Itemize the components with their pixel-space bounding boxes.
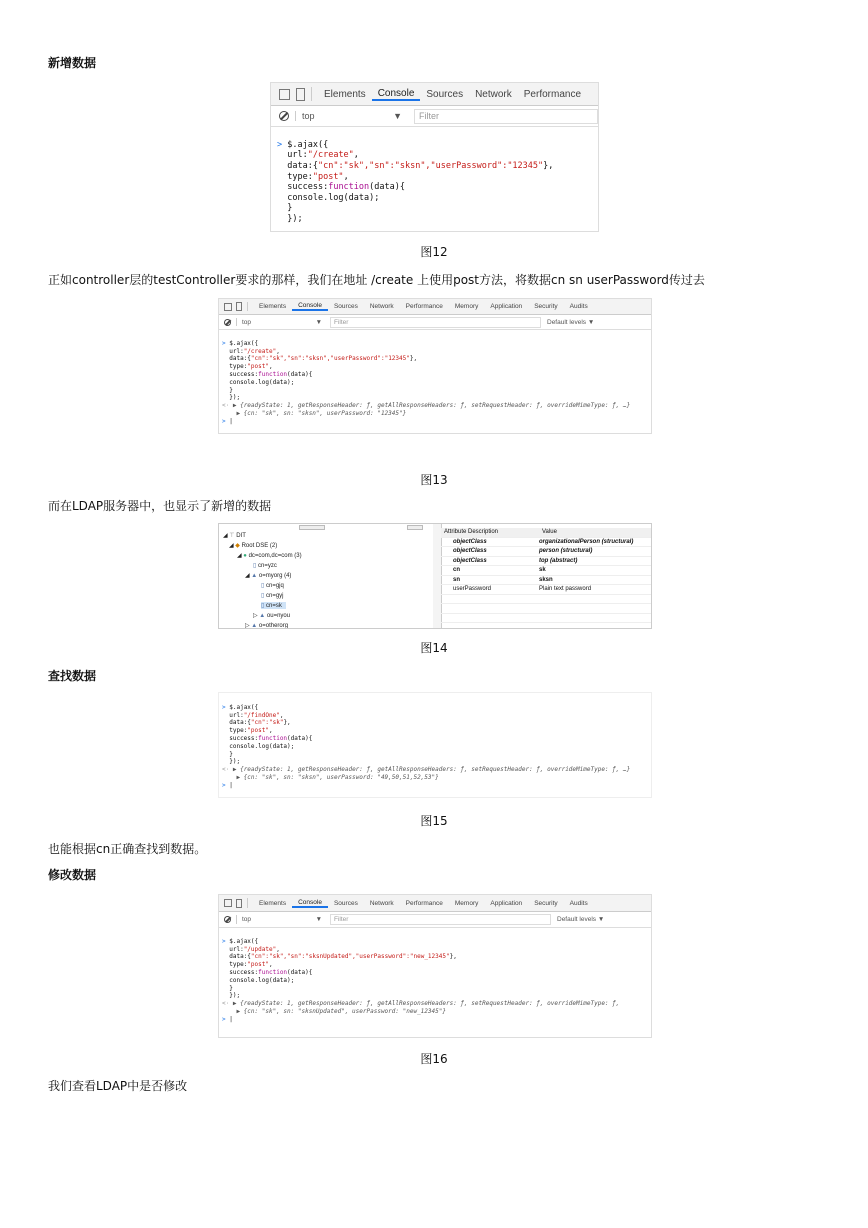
column-header[interactable]: Attribute Description	[444, 529, 499, 536]
paragraph-find-result: 也能根据cn正确查找到数据。	[48, 842, 207, 856]
tab-performance[interactable]: Performance	[523, 88, 582, 100]
code-line: console.log(data);	[229, 378, 295, 386]
tab-sources[interactable]: Sources	[333, 303, 358, 310]
log-levels-select[interactable]: Default levels ▼	[547, 318, 595, 326]
code-string: "post"	[247, 727, 269, 735]
code-line: console.log(data);	[229, 742, 295, 750]
figure-caption-13: 图13	[420, 473, 448, 487]
code-string: "/update"	[243, 945, 277, 953]
figure-caption-14: 图14	[420, 641, 448, 655]
tab-security[interactable]: Security	[534, 899, 558, 907]
prompt-icon: >	[222, 703, 226, 711]
code-line: type:	[229, 363, 248, 371]
code-line: }	[287, 203, 293, 214]
code-line: },	[409, 355, 418, 363]
tree-label: Root DSE (2)	[241, 543, 278, 549]
code-string: "post"	[247, 961, 269, 969]
attribute-table	[441, 528, 651, 623]
code-string: "/findOne"	[243, 711, 280, 719]
console-filter-bar	[219, 912, 651, 928]
prompt-icon: >	[277, 139, 283, 150]
tree-item-cn-gjq[interactable]	[261, 582, 284, 589]
code-string: "cn":"sk","sn":"sksn","userPassword":"12345"	[317, 160, 544, 171]
tab-network[interactable]: Network	[369, 303, 394, 310]
console-code-block: > $.ajax({ url:"/update", data:{"cn":"sk","sn":"sksnUpdated","userPassword":"new_12345"}, type:"post", success:function(data){ console.log(data); } }); <· ▶ {readyState: 1, getResponseHeader: ƒ, getAllResponseHeaders: ƒ, setRequestHeader: ƒ, overrideMimeType: ƒ, ▶ {cn: "sk", sn: "sksnUpdated", userPassword: "new_12345"} > |	[222, 937, 620, 1023]
console-caret[interactable]: |	[229, 781, 233, 789]
tab-elements[interactable]: Elements	[259, 303, 287, 310]
tree-item-dc[interactable]: ◢ ● dc=com,dc=com (3)	[237, 553, 302, 559]
org-icon: ▲	[259, 613, 266, 619]
device-toggle-icon[interactable]	[236, 302, 242, 311]
code-line: },	[543, 160, 554, 171]
chevron-down-icon: ▼	[315, 318, 322, 326]
console-code-block: > $.ajax({ url:"/create", data:{"cn":"sk","sn":"sksn","userPassword":"12345"}, type:"post", success:function(data){ console.log(data); } });	[277, 139, 554, 224]
code-line: });	[229, 758, 241, 766]
table-row[interactable]	[441, 585, 651, 595]
console-result-xhr[interactable]: ▶ {readyState: 1, getResponseHeader: ƒ, getAllResponseHeaders: ƒ, setRequestHeader: ƒ, overrideMimeType: ƒ,	[232, 1000, 620, 1008]
section-heading-create: 新增数据	[48, 56, 97, 70]
device-toggle-icon[interactable]	[296, 88, 305, 101]
tab-memory[interactable]: Memory	[454, 899, 479, 907]
tab-sources[interactable]: Sources	[333, 899, 358, 907]
code-line: console.log(data);	[229, 976, 295, 984]
filter-input[interactable]: Filter	[414, 109, 598, 124]
tree-toolbar[interactable]	[407, 525, 423, 530]
tab-application[interactable]: Application	[490, 899, 523, 907]
table-row[interactable]	[441, 538, 651, 548]
console-result-object[interactable]: ▶ {cn: "sk", sn: "sksn", userPassword: "49,50,51,52,53"}	[236, 773, 439, 781]
tree-label: cn=sk	[265, 603, 282, 609]
paragraph-check-ldap: 我们查看LDAP中是否修改	[48, 1079, 188, 1093]
console-caret[interactable]: |	[229, 1015, 233, 1023]
log-levels-select[interactable]: Default levels ▼	[557, 916, 605, 923]
console-result-xhr[interactable]: ▶ {readyState: 1, getResponseHeader: ƒ, getAllResponseHeaders: ƒ, setRequestHeader: ƒ, overrideMimeType: ƒ, …}	[232, 766, 631, 774]
section-heading-find: 查找数据	[48, 669, 97, 683]
tab-elements[interactable]: Elements	[324, 88, 366, 100]
context-select[interactable]	[242, 319, 322, 326]
attribute-table-header	[441, 528, 651, 538]
attr-name: cn	[453, 567, 461, 574]
inspect-icon[interactable]	[224, 899, 232, 907]
code-string: "/create"	[243, 347, 277, 355]
code-line: success:	[229, 370, 259, 378]
tab-network[interactable]: Network	[369, 899, 394, 907]
console-result-xhr[interactable]: ▶ {readyState: 1, getResponseHeader: ƒ, getAllResponseHeaders: ƒ, setRequestHeader: ƒ, overrideMimeType: ƒ, …}	[232, 402, 631, 410]
section-heading-update: 修改数据	[48, 868, 97, 882]
tree-item-cn-sk-selected[interactable]	[261, 602, 286, 609]
code-line: url:	[229, 945, 244, 953]
ldap-browser-screenshot	[218, 523, 652, 629]
tree-label: dc=com,dc=com (3)	[248, 553, 302, 559]
code-line: data:{	[287, 160, 318, 171]
code-line: success:	[287, 182, 329, 193]
attr-value: Plain text password	[539, 586, 592, 593]
code-line: (data){	[287, 370, 313, 378]
tab-console[interactable]: Console	[292, 302, 328, 311]
table-row[interactable]	[441, 566, 651, 576]
code-line: url:	[287, 150, 308, 161]
console-screenshot-find	[218, 692, 652, 798]
table-row-empty	[441, 614, 651, 624]
code-line: (data){	[369, 182, 405, 193]
code-line: }	[229, 984, 233, 992]
tree-item-myorg[interactable]: ◢ ▲ o=myorg (4)	[245, 573, 292, 579]
entry-icon: ▯	[261, 603, 265, 609]
inspect-icon[interactable]	[279, 89, 290, 100]
tab-elements[interactable]: Elements	[259, 899, 287, 907]
attr-name: objectClass	[453, 557, 487, 564]
console-code-block: > $.ajax({ url:"/findOne", data:{"cn":"sk"}, type:"post", success:function(data){ console.log(data); } }); <· ▶ {readyState: 1, getResponseHeader: ƒ, getAllResponseHeaders: ƒ, setRequestHeader: ƒ, overrideMimeType: ƒ, …} ▶ {cn: "sk", sn: "sksn", userPassword: "49,50,51,52,53"} > |	[222, 703, 631, 789]
console-caret[interactable]: |	[229, 417, 233, 425]
code-line: success:	[229, 734, 259, 742]
code-line: (data){	[287, 968, 313, 976]
code-string: "/create"	[307, 150, 354, 161]
figure-caption-15: 图15	[420, 814, 448, 828]
code-line: $.ajax({	[229, 937, 259, 945]
tree-label: cn=gyj	[265, 593, 284, 599]
prompt-icon: >	[222, 339, 226, 347]
context-select[interactable]	[242, 916, 322, 923]
figure-caption-16: 图16	[420, 1052, 448, 1066]
return-arrow-icon: <·	[222, 1000, 230, 1008]
code-line: $.ajax({	[287, 139, 329, 150]
dit-icon: ⊤	[229, 533, 235, 539]
tab-memory[interactable]: Memory	[454, 303, 479, 310]
code-string: "cn":"sk"	[250, 719, 284, 727]
tree-label: DIT	[236, 533, 246, 539]
tab-sources[interactable]: Sources	[426, 88, 464, 100]
code-string: "cn":"sk","sn":"sksnUpdated","userPassword":"new_12345"	[250, 953, 450, 961]
tab-console[interactable]: Console	[292, 899, 328, 908]
code-line: (data){	[287, 734, 313, 742]
table-row-empty	[441, 604, 651, 614]
code-line: url:	[229, 347, 244, 355]
attr-value: sk	[539, 567, 546, 574]
toolbar-divider	[247, 302, 248, 311]
org-icon: ▲	[251, 623, 258, 629]
attr-value: top (abstract)	[539, 557, 578, 564]
tab-console[interactable]: Console	[372, 88, 421, 101]
devtools-screenshot-create	[270, 82, 599, 232]
tree-scrollbar[interactable]	[299, 525, 325, 530]
ldap-tree-panel	[219, 524, 434, 628]
entry-icon: ▯	[261, 593, 265, 599]
return-arrow-icon: <·	[222, 402, 230, 410]
code-line: });	[229, 992, 241, 1000]
code-keyword: function	[258, 968, 288, 976]
code-line: type:	[287, 171, 313, 182]
code-keyword: function	[258, 734, 288, 742]
tree-item-cn-gyj[interactable]	[261, 592, 284, 599]
devtools-screenshot-create-result	[218, 298, 652, 434]
tab-application[interactable]: Application	[490, 303, 523, 310]
code-line: type:	[229, 961, 248, 969]
code-line: success:	[229, 968, 259, 976]
entry-icon: ▯	[253, 563, 257, 569]
code-string: "cn":"sk","sn":"sksn","userPassword":"12345"	[250, 355, 410, 363]
table-row-empty	[441, 595, 651, 605]
tree-label: o=otherorg	[258, 623, 289, 629]
context-value: top	[242, 318, 252, 326]
code-line: },	[449, 953, 457, 961]
code-line: },	[283, 719, 291, 727]
clear-console-icon[interactable]	[224, 319, 231, 326]
org-icon: ▲	[251, 573, 258, 579]
devtools-toolbar	[271, 83, 598, 106]
return-arrow-icon: <·	[222, 766, 230, 774]
code-line: data:{	[229, 355, 251, 363]
context-value: top	[242, 916, 252, 923]
code-line: data:{	[229, 953, 251, 961]
clear-console-icon[interactable]	[279, 111, 289, 121]
chevron-down-icon: ▼	[393, 111, 402, 121]
entry-icon: ▯	[261, 583, 265, 589]
tree-label: o=myorg (4)	[258, 573, 292, 579]
context-value: top	[302, 111, 315, 121]
filter-divider	[236, 318, 237, 326]
tree-item-root-dse[interactable]: ◢ ◆ Root DSE (2)	[229, 543, 278, 549]
table-row[interactable]	[441, 576, 651, 586]
code-line: $.ajax({	[229, 703, 259, 711]
tree-item-cn-yzc[interactable]	[253, 562, 277, 569]
code-string: "post"	[247, 363, 269, 371]
figure-caption-12: 图12	[420, 245, 448, 259]
table-row[interactable]	[441, 557, 651, 567]
console-result-object[interactable]: ▶ {cn: "sk", sn: "sksn", userPassword: "12345"}	[236, 409, 407, 417]
tab-audits[interactable]: Audits	[569, 899, 588, 907]
prompt-icon: >	[222, 781, 226, 789]
console-result-object[interactable]: ▶ {cn: "sk", sn: "sksnUpdated", userPassword: "new_12345"}	[236, 1007, 446, 1015]
tree-label: cn=yzc	[257, 563, 277, 569]
attr-name: sn	[453, 576, 461, 583]
prompt-icon: >	[222, 1015, 226, 1023]
code-line: });	[229, 394, 241, 402]
paragraph-create-explanation: 正如controller层的testController要求的那样，我们在地址 /create 上使用post方法，将数据cn sn userPassword传过去	[48, 273, 705, 287]
attr-value: person (structural)	[539, 548, 593, 555]
console-filter-bar	[219, 315, 651, 330]
code-line: url:	[229, 711, 244, 719]
tab-performance[interactable]: Performance	[405, 899, 443, 907]
attr-name: objectClass	[453, 548, 487, 555]
tab-audits[interactable]: Audits	[569, 303, 588, 310]
tree-label: ou=nyou	[266, 613, 291, 619]
tree-item-dit[interactable]: ◢ ⊤ DIT	[223, 533, 246, 539]
filter-input[interactable]: Filter	[330, 317, 541, 328]
tree-item-ou-nyou[interactable]: ▷ ▲ ou=nyou	[253, 613, 291, 619]
prompt-icon: >	[222, 937, 226, 945]
tab-performance[interactable]: Performance	[405, 303, 443, 310]
paragraph-ldap-shows: 而在LDAP服务器中，也显示了新增的数据	[48, 499, 272, 513]
code-line: data:{	[229, 719, 251, 727]
console-code-block: > $.ajax({ url:"/create", data:{"cn":"sk","sn":"sksn","userPassword":"12345"}, type:"post", success:function(data){ console.log(data); } }); <· ▶ {readyState: 1, getResponseHeader: ƒ, getAllResponseHeaders: ƒ, setRequestHeader: ƒ, overrideMimeType: ƒ, …} ▶ {cn: "sk", sn: "sksn", userPassword: "12345"} > |	[222, 339, 631, 425]
device-toggle-icon[interactable]	[236, 899, 242, 908]
root-icon: ◆	[235, 543, 240, 549]
attr-name: objectClass	[453, 538, 487, 545]
code-keyword: function	[258, 370, 288, 378]
clear-console-icon[interactable]	[224, 916, 231, 923]
tab-security[interactable]: Security	[534, 303, 558, 310]
globe-icon: ●	[243, 553, 247, 559]
devtools-screenshot-update	[218, 894, 652, 1038]
code-line: $.ajax({	[229, 339, 259, 347]
code-keyword: function	[328, 182, 370, 193]
table-row[interactable]	[441, 547, 651, 557]
tab-network[interactable]: Network	[475, 88, 512, 100]
filter-input[interactable]: Filter	[330, 914, 551, 925]
devtools-toolbar	[219, 895, 651, 912]
code-line: }	[229, 750, 233, 758]
context-select[interactable]	[302, 111, 402, 121]
filter-divider	[295, 111, 296, 121]
attr-value: organizationalPerson (structural)	[539, 538, 634, 545]
code-line: console.log(data);	[287, 192, 380, 203]
filter-divider	[236, 915, 237, 924]
code-line: }	[229, 386, 233, 394]
prompt-icon: >	[222, 417, 226, 425]
tree-item-otherorg[interactable]: ▷ ▲ o=otherorg	[245, 623, 289, 629]
code-line: });	[287, 214, 303, 224]
console-filter-bar	[271, 106, 598, 127]
attr-name: userPassword	[453, 586, 492, 593]
attr-value: sksn	[539, 576, 553, 583]
devtools-toolbar	[219, 299, 651, 315]
code-string: "post"	[312, 171, 344, 182]
chevron-down-icon: ▼	[315, 916, 322, 923]
code-line: type:	[229, 727, 248, 735]
column-header[interactable]: Value	[542, 529, 557, 536]
toolbar-divider	[247, 898, 248, 908]
tree-label: cn=gjq	[265, 583, 284, 589]
inspect-icon[interactable]	[224, 303, 232, 311]
toolbar-divider	[311, 87, 312, 101]
